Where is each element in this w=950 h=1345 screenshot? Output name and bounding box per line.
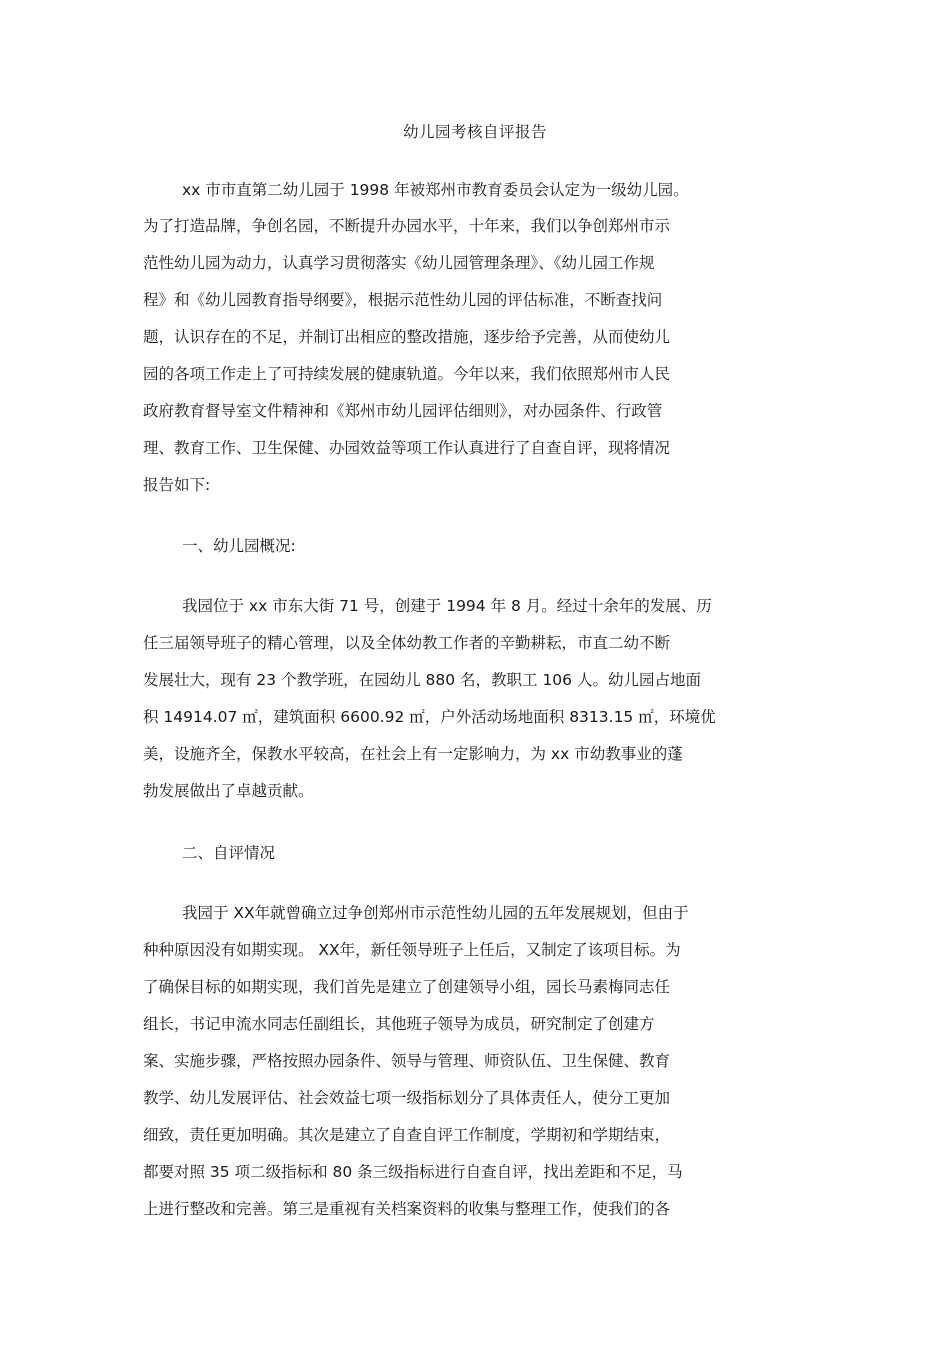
- section1-line-4: 积 14914.07 ㎡，建筑面积 6600.92 ㎡，户外活动场地面积 8313.15 ㎡，环境优: [143, 708, 716, 726]
- intro-line-3: 范性幼儿园为动力，认真学习贯彻落实《幼儿园管理条理》、《幼儿园工作规: [143, 254, 655, 272]
- section1-line-5: 美，设施齐全，保教水平较高，在社会上有一定影响力，为 xx 市幼教事业的蓬: [143, 745, 683, 763]
- section2-line-1: 我园于 XX年就曾确立过争创郑州市示范性幼儿园的五年发展规划，但由于: [182, 904, 689, 922]
- intro-line-7: 政府教育督导室文件精神和《郑州市幼儿园评估细则》，对办园条件、行政管: [143, 402, 663, 420]
- intro-line-1: xx 市市直第二幼儿园于 1998 年被郑州市教育委员会认定为一级幼儿园。: [182, 181, 689, 199]
- intro-line-2: 为了打造品牌，争创名园，不断提升办园水平，十年来，我们以争创郑州市示: [143, 217, 671, 235]
- section1-line-1: 我园位于 xx 市东大街 71 号，创建于 1994 年 8 月。经过十余年的发展、历: [182, 597, 712, 615]
- section2-line-4: 组长，书记申流水同志任副组长，其他班子领导为成员，研究制定了创建方: [143, 1015, 655, 1033]
- intro-line-4: 程》和《幼儿园教育指导纲要》，根据示范性幼儿园的评估标准，不断查找问: [143, 291, 663, 309]
- section2-line-5: 案、实施步骤，严格按照办园条件、领导与管理、师资队伍、卫生保健、教育: [143, 1052, 671, 1070]
- section1-line-3: 发展壮大，现有 23 个教学班，在园幼儿 880 名，教职工 106 人。幼儿园占地面: [143, 671, 701, 689]
- intro-line-5: 题，认识存在的不足，并制订出相应的整改措施，逐步给予完善，从而使幼儿: [143, 328, 671, 346]
- section2-line-9: 上进行整改和完善。第三是重视有关档案资料的收集与整理工作，使我们的各: [143, 1200, 671, 1218]
- section2-line-8: 都要对照 35 项二级指标和 80 条三级指标进行自查自评，找出差距和不足，马: [143, 1163, 683, 1181]
- section1-line-6: 勃发展做出了卓越贡献。: [143, 782, 314, 800]
- section2-line-6: 教学、幼儿发展评估、社会效益七项一级指标划分了具体责任人，使分工更加: [143, 1089, 671, 1107]
- intro-line-8: 理、教育工作、卫生保健、办园效益等项工作认真进行了自查自评，现将情况: [143, 439, 671, 457]
- section1-heading: 一、幼儿园概况:: [182, 537, 296, 555]
- intro-line-6: 园的各项工作走上了可持续发展的健康轨道。今年以来，我们依照郑州市人民: [143, 365, 671, 383]
- section2-line-7: 细致，责任更加明确。其次是建立了自查自评工作制度，学期初和学期结束，: [143, 1126, 671, 1144]
- section1-line-2: 任三届领导班子的精心管理，以及全体幼教工作者的辛勤耕耘，市直二幼不断: [143, 634, 671, 652]
- section2-heading: 二、自评情况: [182, 844, 276, 862]
- document-title: 幼儿园考核自评报告: [402, 123, 547, 141]
- intro-line-9: 报告如下:: [143, 476, 211, 494]
- section2-line-2: 种种原因没有如期实现。 XX年，新任领导班子上任后，又制定了该项目标。为: [143, 941, 681, 959]
- section2-line-3: 了确保目标的如期实现，我们首先是建立了创建领导小组，园长马素梅同志任: [143, 978, 671, 996]
